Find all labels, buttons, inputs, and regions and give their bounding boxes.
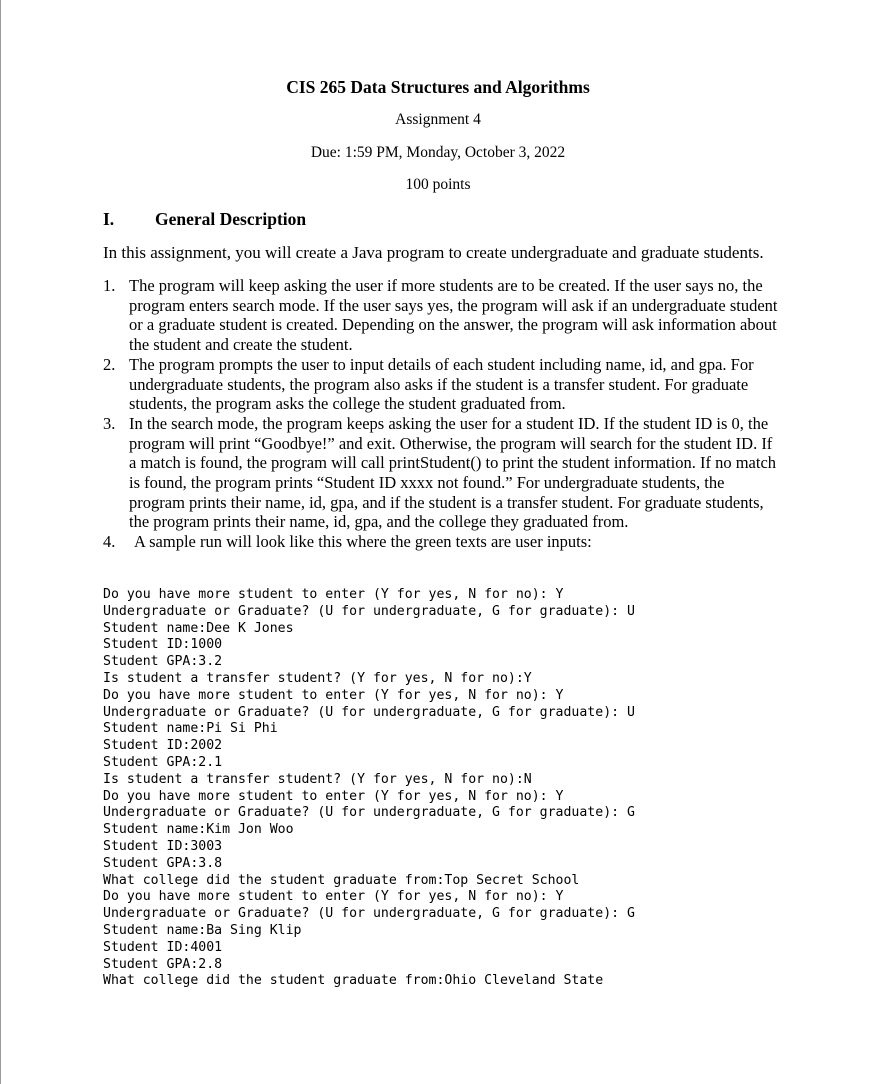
- list-item-text: In the search mode, the program keeps asking the user for a student ID. If the student ID is 0, the program will print “Goodbye!” and exit. Otherwise, the program will search for the student ID. If a match is found, the program will call printStudent() to print the student information. If no match is found, the program prints “Student ID xxxx not found.” For undergraduate students, the program prints their name, id, gpa, and if the student is a transfer student. For graduate students, the program prints their name, id, gpa, and the college they graduated from.: [129, 413, 777, 532]
- console-line: Do you have more student to enter (Y for yes, N for no): Y: [103, 889, 564, 905]
- console-line: Do you have more student to enter (Y for yes, N for no): Y: [103, 587, 564, 602]
- console-line: Student name:Pi Si Phi: [103, 721, 278, 737]
- console-line: What college did the student graduate from:Ohio Cleveland State: [103, 973, 604, 989]
- list-item-text: A sample run will look like this where the green texts are user inputs:: [134, 532, 592, 552]
- console-line: Student GPA:2.1: [103, 754, 223, 770]
- console-line: Undergraduate or Graduate? (U for undergraduate, G for graduate): G: [103, 805, 635, 821]
- console-line: What college did the student graduate from:Top Secret School: [103, 872, 580, 888]
- section-heading: [103, 209, 306, 230]
- console-line: Student GPA:2.8: [103, 956, 223, 972]
- console-line: Do you have more student to enter (Y for yes, N for no): Y: [103, 687, 564, 703]
- console-line: Is student a transfer student? (Y for yes, N for no):Y: [103, 670, 532, 686]
- list-item-text: The program will keep asking the user if more students are to be created. If the user says no, the program enters search mode. If the user says yes, the program will ask if an undergraduate student or a graduate student is created. Depending on the answer, the program will ask information about the student and create the student.: [129, 276, 778, 355]
- points-value: 100 points: [405, 176, 471, 193]
- console-line: Student ID:4001: [103, 939, 223, 955]
- console-line: Student name:Ba Sing Klip: [103, 922, 302, 938]
- list-item: [103, 532, 783, 552]
- list-item: [103, 276, 783, 355]
- list-item-text: The program prompts the user to input details of each student including name, id, and gpa. For undergraduate students, the program also asks if the student is a transfer student. For graduate students, the program asks the college the student graduated from.: [129, 354, 754, 414]
- console-line: Student ID:3003: [103, 838, 223, 854]
- list-marker: 4.: [103, 532, 116, 552]
- list-marker: 3.: [103, 413, 116, 433]
- section-number: I.: [103, 209, 115, 229]
- assignment-number: Assignment 4: [395, 111, 481, 128]
- section-title: General Description: [155, 209, 307, 229]
- console-line: Student GPA:3.2: [103, 654, 223, 670]
- intro-paragraph: In this assignment, you will create a Java program to create undergraduate and graduate students.: [103, 243, 764, 262]
- console-line: Do you have more student to enter (Y for yes, N for no): Y: [103, 788, 564, 804]
- page-border: [0, 0, 1, 1084]
- sample-run-output: [103, 587, 635, 990]
- console-line: Is student a transfer student? (Y for yes, N for no):N: [103, 771, 532, 787]
- list-item: [103, 414, 783, 532]
- console-line: Student ID:2002: [103, 738, 223, 754]
- console-line: Student name:Kim Jon Woo: [103, 822, 294, 838]
- list-item: [103, 355, 783, 414]
- list-marker: 2.: [103, 354, 116, 374]
- list-marker: 1.: [103, 276, 116, 295]
- console-line: Student name:Dee K Jones: [103, 620, 294, 636]
- console-line: Undergraduate or Graduate? (U for undergraduate, G for graduate): U: [103, 704, 635, 720]
- description-list: [103, 276, 783, 552]
- console-line: Undergraduate or Graduate? (U for undergraduate, G for graduate): U: [103, 603, 635, 619]
- console-line: Student ID:1000: [103, 637, 223, 653]
- due-date: Due: 1:59 PM, Monday, October 3, 2022: [310, 144, 566, 161]
- console-line: Student GPA:3.8: [103, 855, 223, 871]
- document-title: CIS 265 Data Structures and Algorithms: [286, 77, 590, 97]
- console-line: Undergraduate or Graduate? (U for undergraduate, G for graduate): G: [103, 906, 635, 922]
